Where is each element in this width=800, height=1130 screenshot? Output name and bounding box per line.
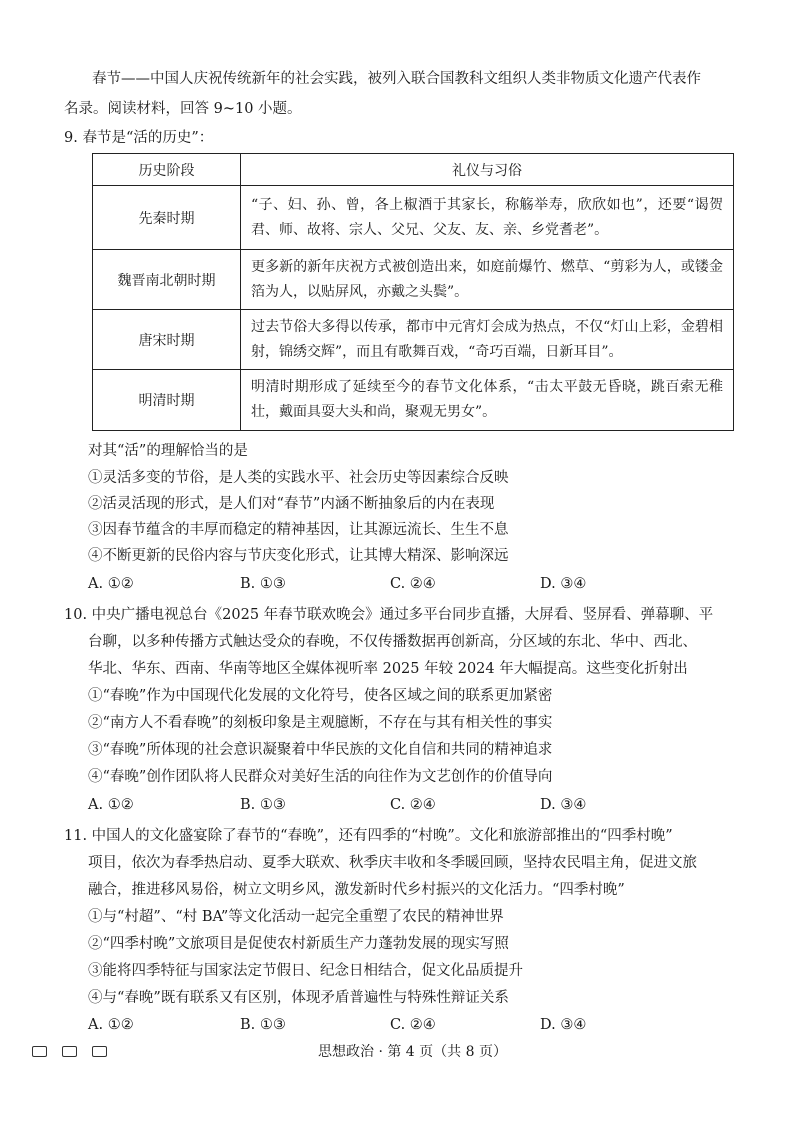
q11-line-3: 融合，推进移风易俗，树立文明乡风，激发新时代乡村振兴的文化活力。“四季村晚” [88, 882, 625, 898]
q10-statement-2: ②“南方人不看春晚”的刻板印象是主观臆断，不存在与其有相关性的事实 [88, 715, 553, 731]
table-header-customs: 礼仪与习俗 [241, 154, 734, 186]
q9-statement-2: ②活灵活现的形式，是人们对“春节”内涵不断抽象后的内在表现 [88, 496, 495, 512]
scan-box-2 [62, 1046, 77, 1057]
table-row [93, 250, 734, 310]
q11-line-1: 11. 中国人的文化盛宴除了春节的“春晚”，还有四季的“村晚”。文化和旅游部推出的“四季村晚” [64, 828, 673, 844]
table-cell-desc: 明清时期形成了延续至今的春节文化体系，“击太平鼓无昏晓，跳百索无稚壮，戴面具耍大头和尚，聚观无男女”。 [241, 370, 734, 431]
q11-statement-1: ①与“村超”、“村 BA”等文化活动一起完全重塑了农民的精神世界 [88, 909, 504, 925]
table-row [93, 186, 734, 250]
page-footer-label: 思想政治 · 第 4 页（共 8 页） [318, 1044, 507, 1060]
q9-option-c[interactable]: C. ②④ [390, 576, 436, 592]
intro-line-1: 春节——中国人庆祝传统新年的社会实践，被列入联合国教科文组织人类非物质文化遗产代表作 [92, 71, 701, 87]
q10-option-d[interactable]: D. ③④ [540, 797, 587, 813]
table-header-row [93, 154, 734, 186]
q11-statement-2: ②“四季村晚”文旅项目是促使农村新质生产力蓬勃发展的现实写照 [88, 936, 509, 952]
q9-title: 9. 春节是“活的历史”： [64, 130, 214, 146]
table-cell-period: 明清时期 [93, 370, 241, 431]
q9-option-b[interactable]: B. ①③ [240, 576, 286, 592]
table-cell-desc: “子、妇、孙、曾，各上椒酒于其家长，称觞举寿，欣欣如也”，还要“谒贺君、师、故将、宗人、父兄、父友、友、亲、乡党耆老”。 [241, 186, 734, 250]
q10-option-a[interactable]: A. ①② [88, 797, 134, 813]
table-cell-period: 魏晋南北朝时期 [93, 250, 241, 310]
q9-statement-1: ①灵活多变的节俗，是人类的实践水平、社会历史等因素综合反映 [88, 470, 509, 486]
q11-statement-4: ④与“春晚”既有联系又有区别，体现矛盾普遍性与特殊性辩证关系 [88, 990, 509, 1006]
q9-stem: 对其“活”的理解恰当的是 [88, 443, 248, 459]
q11-option-c[interactable]: C. ②④ [390, 1017, 436, 1033]
intro-line-2: 名录。阅读材料，回答 9~10 小题。 [64, 101, 302, 117]
table-cell-period: 唐宋时期 [93, 310, 241, 370]
history-table [92, 153, 734, 431]
q10-line-1: 10. 中央广播电视总台《2025 年春节联欢晚会》通过多平台同步直播，大屏看、竖屏看、弹幕聊、平 [64, 607, 714, 623]
q10-line-3: 华北、华东、西南、华南等地区全媒体视听率 2025 年较 2024 年大幅提高。这些变化折射出 [88, 661, 688, 677]
q9-option-a[interactable]: A. ①② [88, 576, 134, 592]
table-cell-desc: 更多新的新年庆祝方式被创造出来，如庭前爆竹、燃草、“剪彩为人，或镂金箔为人，以贴屏风，亦戴之头鬓”。 [241, 250, 734, 310]
q10-statement-4: ④“春晚”创作团队将人民群众对美好生活的向往作为文艺创作的价值导向 [88, 769, 553, 785]
q10-option-c[interactable]: C. ②④ [390, 797, 436, 813]
q10-option-b[interactable]: B. ①③ [240, 797, 286, 813]
q11-option-b[interactable]: B. ①③ [240, 1017, 286, 1033]
q11-line-2: 项目，依次为春季热启动、夏季大联欢、秋季庆丰收和冬季暖回顾，坚持农民唱主角，促进文旅 [88, 855, 697, 871]
q10-statement-3: ③“春晚”所体现的社会意识凝聚着中华民族的文化自信和共同的精神追求 [88, 742, 553, 758]
table-cell-desc: 过去节俗大多得以传承，都市中元宵灯会成为热点，不仅“灯山上彩，金碧相射，锦绣交辉”，而且有歌舞百戏，“奇巧百端，日新耳目”。 [241, 310, 734, 370]
q11-option-a[interactable]: A. ①② [88, 1017, 134, 1033]
q9-statement-3: ③因春节蕴含的丰厚而稳定的精神基因，让其源远流长、生生不息 [88, 522, 509, 538]
table-header-period: 历史阶段 [93, 154, 241, 186]
q9-statement-4: ④不断更新的民俗内容与节庆变化形式，让其博大精深、影响深远 [88, 548, 509, 564]
table-row [93, 310, 734, 370]
scan-box-1 [32, 1046, 47, 1057]
q10-statement-1: ①“春晚”作为中国现代化发展的文化符号，使各区域之间的联系更加紧密 [88, 688, 553, 704]
q11-statement-3: ③能将四季特征与国家法定节假日、纪念日相结合，促文化品质提升 [88, 963, 523, 979]
q11-option-d[interactable]: D. ③④ [540, 1017, 587, 1033]
scan-box-3 [92, 1046, 107, 1057]
table-row [93, 370, 734, 431]
q10-line-2: 台聊，以多种传播方式触达受众的春晚，不仅传播数据再创新高，分区域的东北、华中、西北、 [88, 634, 697, 650]
table-cell-period: 先秦时期 [93, 186, 241, 250]
q9-option-d[interactable]: D. ③④ [540, 576, 587, 592]
